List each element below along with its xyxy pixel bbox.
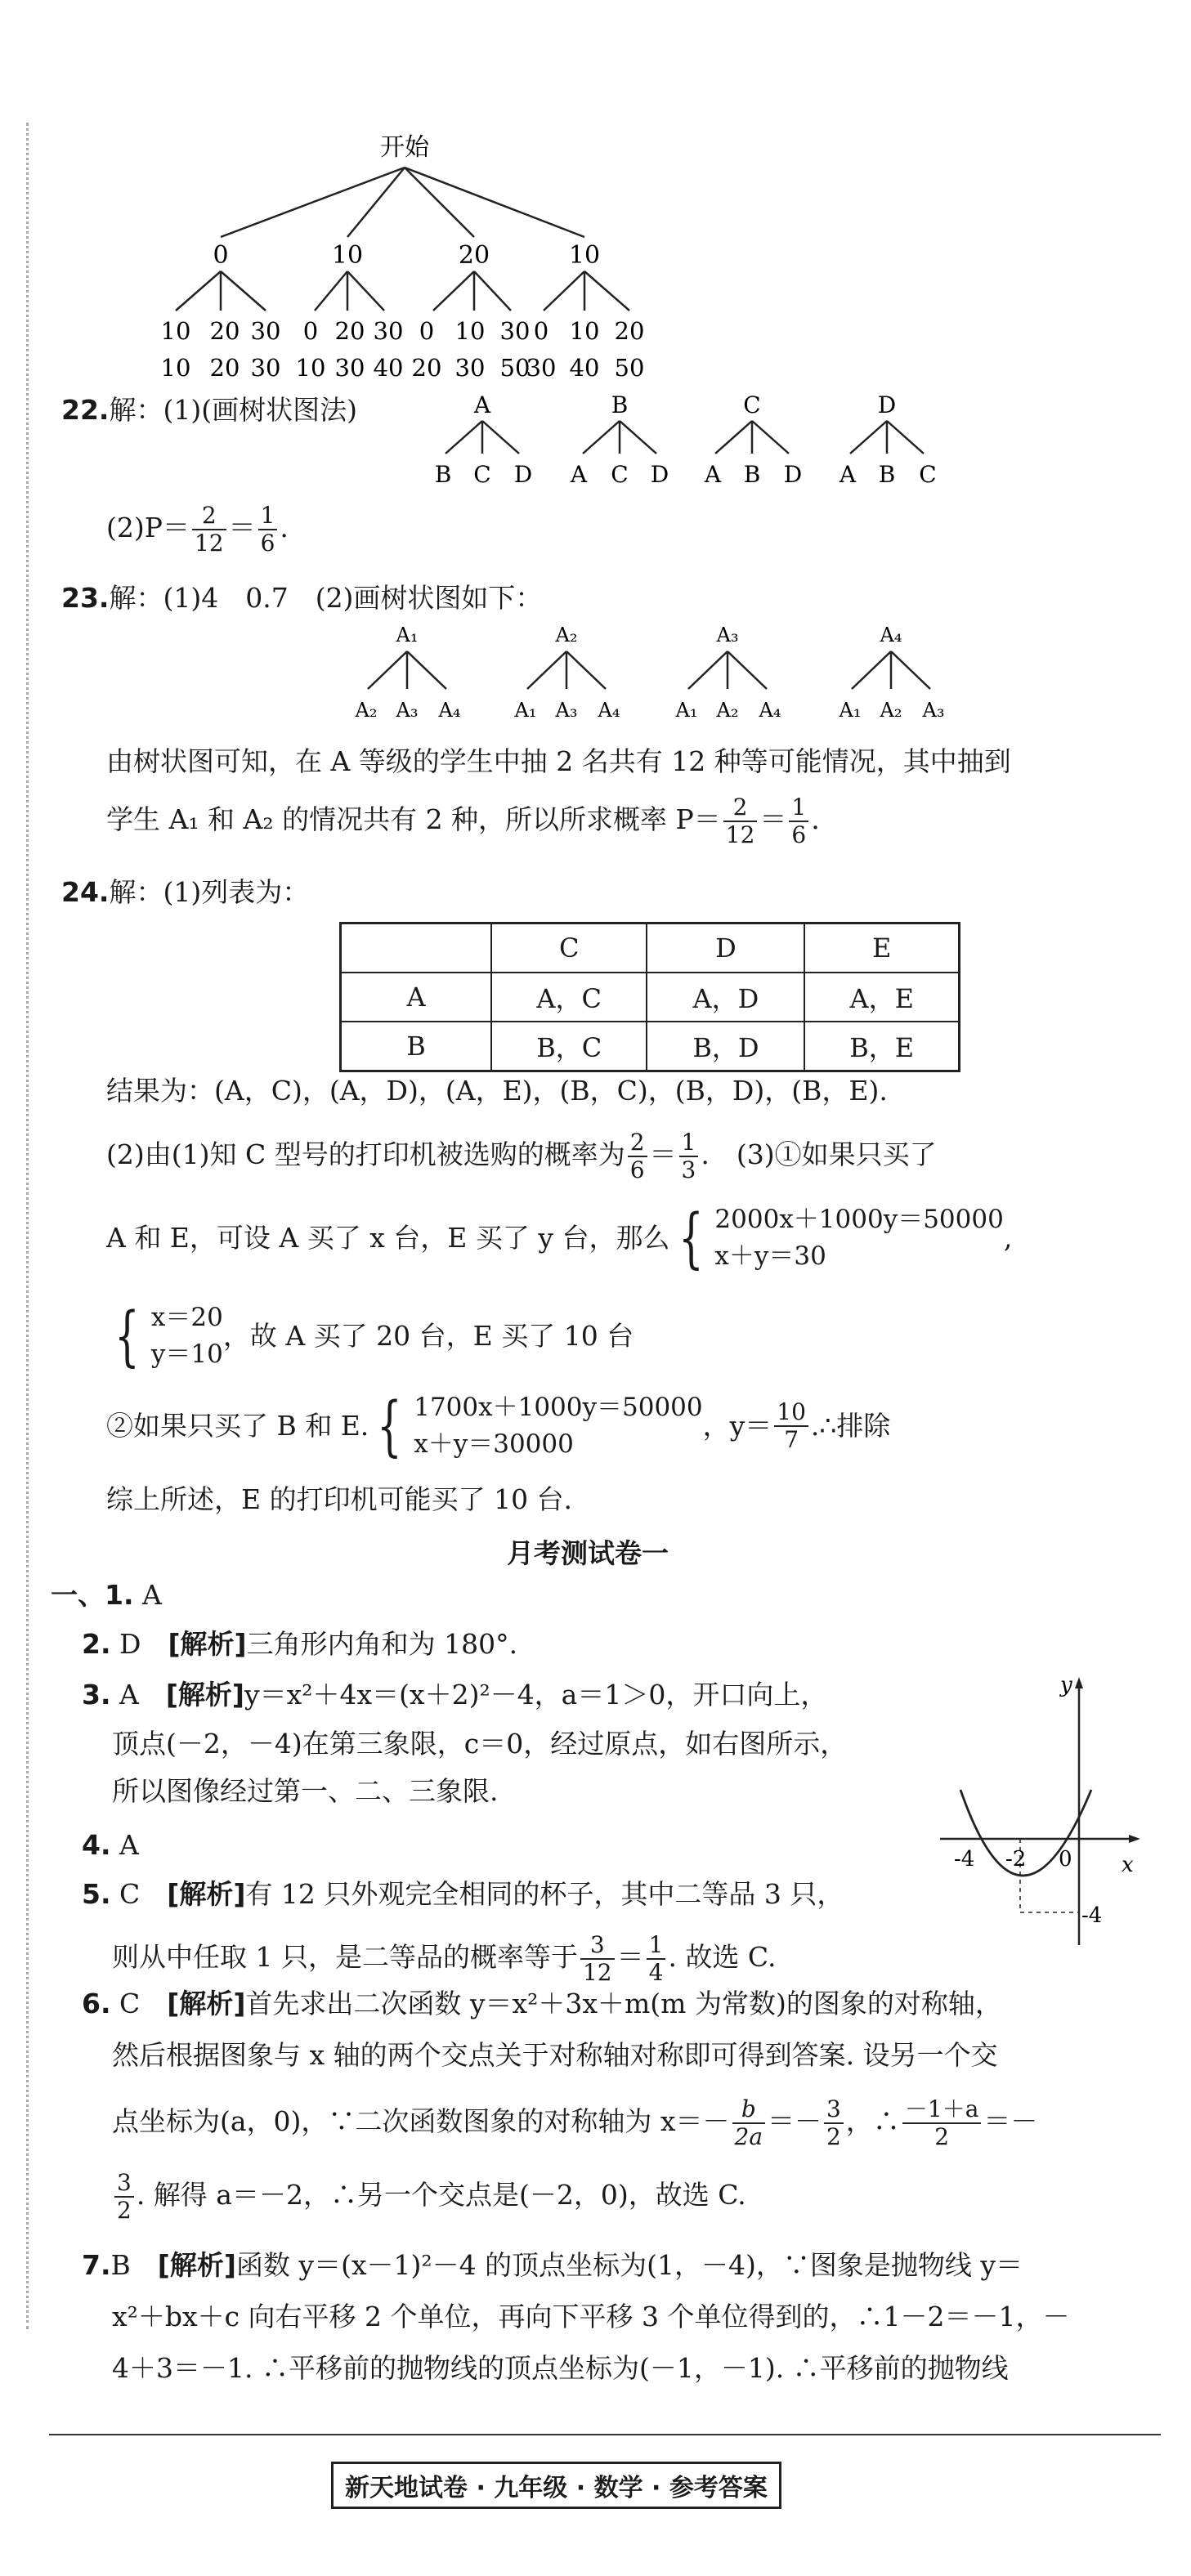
q3-graph	[932, 1667, 1144, 1965]
leaf: 40	[569, 354, 600, 382]
brace-icon: {	[114, 1297, 140, 1374]
table-cell	[341, 924, 492, 973]
table-row	[341, 973, 960, 1022]
q24-p2-text: (2)由(1)知 C 型号的打印机被选购的概率为	[106, 1138, 625, 1171]
leaf: 10	[454, 317, 486, 345]
mc-q1: 一、1. A	[51, 1579, 162, 1611]
brace-icon: {	[678, 1199, 704, 1276]
table-cell: C	[491, 924, 647, 973]
q21-tree-svg	[139, 131, 695, 392]
q23-line3-text: 学生 A₁ 和 A₂ 的情况共有 2 种，所以所求概率 P＝	[106, 803, 721, 836]
tick-label: -4	[954, 1847, 975, 1872]
mc-q3-l3: 所以图像经过第一、二、三象限.	[112, 1775, 499, 1807]
section-title: 月考测试卷一	[507, 1537, 669, 1569]
leaf: 20	[334, 317, 365, 345]
leaf: 50	[614, 354, 645, 382]
leaf: 10	[160, 354, 191, 382]
tree-leaf: A₄	[759, 699, 781, 722]
leaf: 20	[209, 354, 240, 382]
tree-leaf: C	[919, 461, 937, 488]
q22-line1	[61, 394, 357, 427]
leaf: 0	[533, 317, 549, 345]
tree-leaf: A₁	[675, 699, 698, 722]
q24-result: 结果为：(A，C)，(A，D)，(A，E)，(B，C)，(B，D)，(B，E).	[106, 1075, 888, 1107]
fraction: $\frac{10}{7}$	[774, 1399, 808, 1453]
fraction: $\frac{1}{4}$	[647, 1932, 666, 1986]
q24-result-table	[339, 922, 960, 1072]
binding-line	[26, 123, 29, 2329]
tree-l1: 20	[458, 241, 490, 270]
table-cell: B，E	[804, 1022, 959, 1071]
q22-text: 解：(1)(画树状图法)	[109, 394, 357, 426]
leaf: 20	[614, 317, 645, 345]
fraction: $\frac{2}{12}$	[192, 503, 226, 557]
tree-leaf: C	[473, 461, 491, 488]
tick-label: -4	[1081, 1903, 1103, 1928]
tree-root: C	[743, 391, 761, 418]
table-row	[341, 1022, 960, 1071]
q22-trees	[409, 388, 997, 498]
mc-q3-l2: 顶点(－2，－4)在第三象限，c＝0，经过原点，如右图所示，	[112, 1728, 848, 1760]
fraction: $\frac{3}{2}$	[114, 2170, 134, 2224]
mc-q6-l3: 点坐标为(a，0)，∵二次函数图象的对称轴为 x＝－ $\frac{b}{2a}$ ＝－ $\frac{3}{2}$ ，∴ $\frac{-1+a}{2}$ ＝－	[112, 2095, 1038, 2151]
q24-number: 24.	[61, 876, 110, 908]
leaf: 30	[454, 354, 486, 382]
fraction: $\frac{1}{3}$	[679, 1129, 699, 1183]
q23-number: 23.	[61, 582, 110, 614]
brace-icon: {	[377, 1387, 403, 1464]
tree-leaf: A	[570, 461, 588, 488]
table-cell: A，C	[491, 973, 647, 1022]
tree-root: 开始	[380, 133, 429, 162]
mc-q5-l2: 则从中任取 1 只，是二等品的概率等于 $\frac{3}{12}$ ＝ $\frac{1}{4}$ . 故选 C.	[112, 1931, 777, 1987]
q22-part2: (2)P＝ $\frac{2}{12}$ ＝ $\frac{1}{6}$ .	[106, 502, 289, 557]
tree-l1: 10	[331, 241, 364, 270]
q23-text: 解：(1)4 0.7 (2)画树状图如下：	[109, 582, 543, 614]
tree-root: A₂	[555, 624, 578, 646]
mc-q6-l4: $\frac{3}{2}$ . 解得 a＝－2，∴另一个交点是(－2，0)，故选 C.	[112, 2170, 746, 2224]
mc-q7: 7.B [解析]函数 y＝(x－1)²－4 的顶点坐标为(1，－4)，∵图象是抛物线 y＝	[82, 2249, 1023, 2281]
mc-q3: 3. A [解析]y＝x²＋4x＝(x＋2)²－4，a＝1＞0，开口向上，	[82, 1679, 828, 1711]
tree-leaf: A₄	[438, 699, 461, 722]
q23-trees	[335, 617, 989, 735]
tree-root: D	[877, 391, 897, 418]
tree-leaf: C	[611, 461, 629, 488]
tree-leaf: A₂	[355, 699, 378, 722]
q21-tree	[139, 131, 695, 396]
leaf: 30	[499, 317, 531, 345]
q22-trees-svg	[409, 388, 997, 494]
tree-leaf: A₁	[839, 699, 862, 722]
tree-leaf: A	[839, 461, 857, 488]
leaf: 50	[499, 354, 531, 382]
leaf: 10	[160, 317, 191, 345]
leaf: 0	[302, 317, 319, 345]
q24-p3-text: A 和 E，可设 A 买了 x 台，E 买了 y 台，那么	[106, 1222, 670, 1254]
q23-line3: 学生 A₁ 和 A₂ 的情况共有 2 种，所以所求概率 P＝ $\frac{2}{12}$ ＝ $\frac{1}{6}$ .	[106, 794, 820, 849]
fraction: $\frac{1}{6}$	[789, 794, 808, 848]
q24-line1	[61, 876, 309, 909]
tree-root: A₃	[716, 624, 739, 646]
leaf: 10	[295, 354, 326, 382]
fraction: $\frac{3}{12}$	[580, 1932, 615, 1986]
q24-part2: (2)由(1)知 C 型号的打印机被选购的概率为 $\frac{2}{6}$ ＝ $\frac{1}{3}$ . (3)①如果只买了	[106, 1129, 937, 1184]
tree-leaf: A₂	[880, 699, 902, 722]
q24-part5: ②如果只买了 B 和 E. { 1700x＋1000y＝50000 x＋y＝30000 ，y＝ $\frac{10}{7}$ .∴排除	[106, 1387, 891, 1464]
tree-leaf: A₂	[716, 699, 739, 722]
leaf: 30	[334, 354, 365, 382]
table-cell: B，D	[647, 1022, 804, 1071]
leaf: 30	[250, 317, 281, 345]
mc-q4: 4. A	[82, 1829, 139, 1861]
equation-system: x＝20 y＝10	[150, 1303, 223, 1369]
leaf: 30	[373, 317, 404, 345]
q22-number: 22.	[61, 394, 110, 426]
tree-leaf: A₃	[396, 699, 419, 722]
tree-root: A₄	[880, 624, 902, 646]
parabola-graph	[932, 1667, 1144, 1961]
tree-leaf: D	[783, 461, 803, 488]
tree-l1: 10	[568, 241, 601, 270]
leaf: 40	[373, 354, 404, 382]
mc-q6: 6. C [解析]首先求出二次函数 y＝x²＋3x＋m(m 为常数)的图象的对称轴，	[82, 1988, 1002, 2019]
tree-l1: 0	[213, 241, 229, 270]
tree-leaf: A₃	[555, 699, 578, 722]
leaf: 0	[419, 317, 435, 345]
tree-leaf: A₄	[598, 699, 620, 722]
tree-root: A₁	[396, 624, 419, 646]
mc-q2: 2. D [解析]三角形内角和为 180°.	[82, 1628, 518, 1660]
footer-rule	[49, 2434, 1161, 2435]
tick-label: -2	[1005, 1847, 1027, 1872]
table-cell: E	[804, 924, 959, 973]
fraction: $\frac{2}{12}$	[723, 794, 758, 848]
mc-q5: 5. C [解析]有 12 只外观完全相同的杯子，其中二等品 3 只，	[82, 1878, 844, 1910]
tree-root: A	[473, 391, 491, 418]
fraction: $\frac{2}{6}$	[628, 1129, 647, 1183]
table-row	[341, 924, 960, 973]
leaf: 20	[209, 317, 240, 345]
tree-leaf: B	[743, 461, 761, 488]
table-cell: A，D	[647, 973, 804, 1022]
tree-leaf: D	[650, 461, 669, 488]
mc-q7-l2: x²＋bx＋c 向右平移 2 个单位，再向下平移 3 个单位得到的，∴1－2＝－1，－	[112, 2301, 1070, 2332]
tree-leaf: D	[513, 461, 533, 488]
footer-label: 新天地试卷 · 九年级 · 数学 · 参考答案	[331, 2462, 781, 2509]
q23-line2: 由树状图可知，在 A 等级的学生中抽 2 名共有 12 种等可能情况，其中抽到	[106, 745, 1011, 777]
table-cell: B	[341, 1022, 492, 1071]
fraction: $\frac{b}{2a}$	[732, 2096, 766, 2150]
fraction: $\frac{3}{2}$	[824, 2096, 844, 2150]
tree-root: B	[611, 391, 629, 418]
leaf: 30	[526, 354, 557, 382]
q23-trees-svg	[335, 617, 989, 731]
fraction: $\frac{-1+a}{2}$	[902, 2096, 982, 2150]
tree-leaf: B	[878, 461, 896, 488]
q24-p4-text: ，故 A 买了 20 台，E 买了 10 台	[222, 1320, 634, 1353]
q24-solution	[106, 1299, 634, 1373]
equation-system: 2000x＋1000y＝50000 x＋y＝30	[714, 1205, 1004, 1271]
tree-leaf: A	[704, 461, 722, 488]
leaf: 30	[250, 354, 281, 382]
q23-line1	[61, 582, 542, 615]
mc-q7-l3: 4＋3＝－1. ∴平移前的抛物线的顶点坐标为(－1，－1). ∴平移前的抛物线	[112, 2352, 1009, 2384]
leaf: 20	[411, 354, 442, 382]
equation-system: 1700x＋1000y＝50000 x＋y＝30000	[414, 1393, 703, 1459]
x-axis-label: x	[1122, 1853, 1134, 1877]
tree-leaf: A₁	[514, 699, 537, 722]
q24-conclusion: 综上所述，E 的打印机可能买了 10 台.	[106, 1483, 573, 1515]
q22-p-label: (2)P＝	[106, 512, 190, 544]
table-cell: D	[647, 924, 804, 973]
mc-q6-l2: 然后根据图象与 x 轴的两个交点关于对称轴对称即可得到答案. 设另一个交	[112, 2039, 998, 2071]
leaf: 10	[569, 317, 600, 345]
table-cell: A，E	[804, 973, 959, 1022]
q24-p5-text: ②如果只买了 B 和 E.	[106, 1410, 369, 1442]
y-axis-label: y	[1060, 1673, 1072, 1697]
q24-text: 解：(1)列表为：	[109, 876, 310, 908]
table-cell: B，C	[491, 1022, 647, 1071]
q24-part3: A 和 E，可设 A 买了 x 台，E 买了 y 台，那么 { 2000x＋1000y＝50000 x＋y＝30 ,	[106, 1199, 1013, 1276]
origin-label: 0	[1059, 1847, 1072, 1872]
tree-leaf: A₃	[922, 699, 945, 722]
fraction: $\frac{1}{6}$	[258, 503, 278, 557]
tree-leaf: B	[434, 461, 452, 488]
table-cell: A	[341, 973, 492, 1022]
